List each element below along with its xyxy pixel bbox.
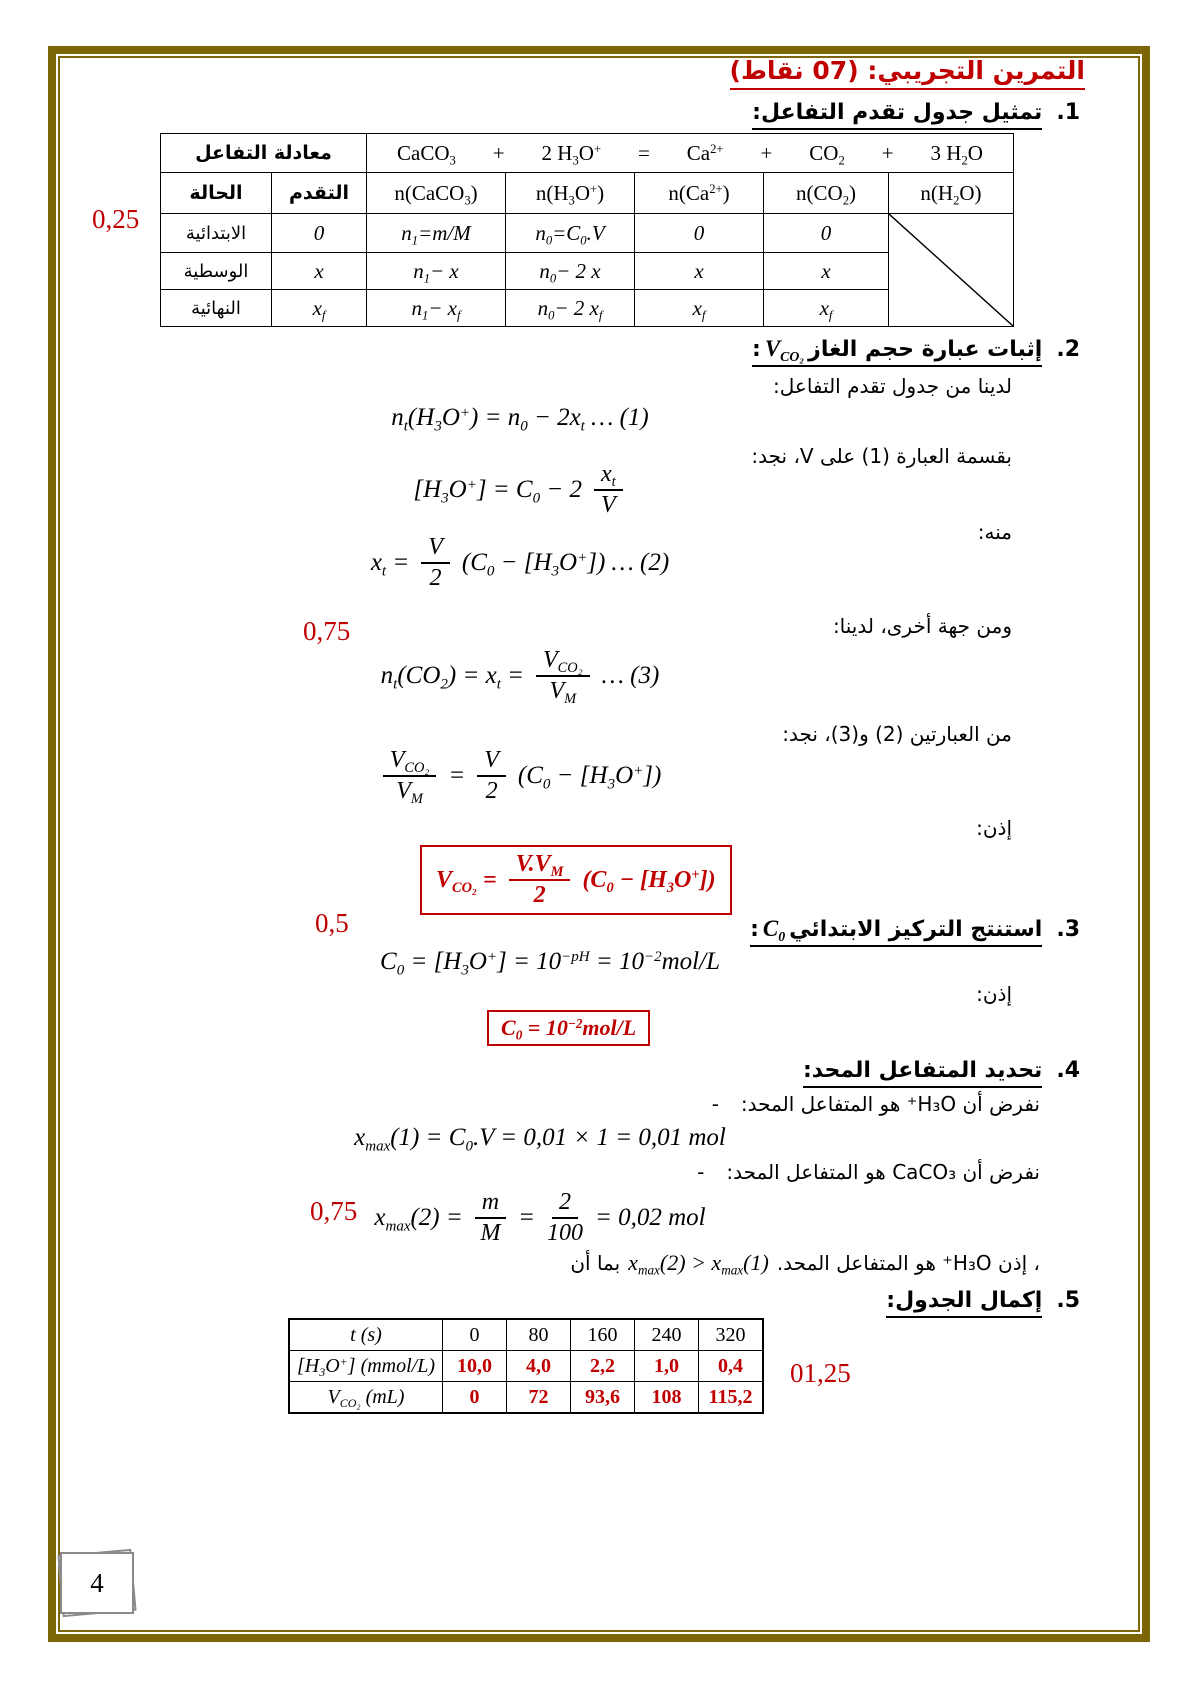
cell-n2-intermediate: $n_0- 2$ x <box>506 253 635 290</box>
formula-7-body: $C_0 = [H_3O^+] = 10^{-pH} = 10^{-2}mol/L$ <box>380 948 720 979</box>
formula-10-left: $x_{max}(2)$ = <box>374 1204 463 1235</box>
fraction <box>536 647 590 708</box>
fraction <box>594 462 623 518</box>
concentration-value: 1,0 <box>635 1351 699 1382</box>
formula-6-left: $V_{CO_2}$ = <box>436 866 497 896</box>
formula-3-left: $x_t$ = <box>370 549 410 580</box>
fraction-denominator: 2 <box>485 778 498 805</box>
section-5-heading-text: إكمال الجدول: <box>886 1288 1043 1313</box>
section-3-heading-math: $C_0$ <box>762 916 786 944</box>
fraction-numerator: $V_{CO_2}$ <box>383 748 437 777</box>
formula-10-right: = 0,02 mol <box>594 1204 706 1232</box>
section-2-number: 2. <box>1056 337 1080 362</box>
equation-label-cell: معادلة التفاعل <box>161 134 367 173</box>
volume-value: 108 <box>635 1382 699 1414</box>
formula-1 <box>270 404 770 435</box>
formula-10 <box>290 1190 790 1246</box>
fraction-numerator: $x_t$ <box>594 462 623 491</box>
chemical-equation <box>371 141 1009 166</box>
equation-term: CaCO$_3$ <box>397 140 456 167</box>
section-4-heading-text: تحديد المتفاعل المحد: <box>803 1058 1043 1083</box>
fraction <box>509 852 571 908</box>
volume-value: 93,6 <box>571 1382 635 1414</box>
result-formula-vco2 <box>420 845 732 915</box>
col-header-n-h2o: $n(H_2O)$ <box>889 173 1014 214</box>
text-line-so: إذن: <box>976 816 1012 840</box>
hypothesis-1-text: نفرض أن H₃O⁺ هو المتفاعل المحد: <box>740 1092 1040 1116</box>
equation-term: $Ca^{2+}$ <box>686 140 724 165</box>
bullet-dash: - <box>697 1160 705 1184</box>
fraction-denominator: $V_M$ <box>396 778 423 808</box>
score-mark-5: 01,25 <box>790 1358 851 1388</box>
formula-2 <box>270 462 770 518</box>
conclusion-pre: بما أن <box>570 1251 621 1275</box>
time-value: 160 <box>571 1319 635 1351</box>
page-number-box <box>60 1552 134 1614</box>
table-row <box>161 134 1014 173</box>
score-mark-1: 0,25 <box>92 204 140 234</box>
section-4-number: 4. <box>1056 1058 1080 1083</box>
fraction-numerator: $V.V_M$ <box>509 852 571 881</box>
volume-value: 72 <box>507 1382 571 1414</box>
result-formula-c0 <box>487 1010 650 1046</box>
row-label-time: t (s) <box>289 1319 443 1351</box>
table-row-final <box>161 290 1014 327</box>
fraction <box>421 535 450 591</box>
fraction-numerator: 2 <box>552 1190 578 1219</box>
formula-4 <box>270 647 770 708</box>
formula-5 <box>270 747 770 808</box>
table-row-time <box>289 1319 763 1351</box>
text-line-so-2: إذن: <box>976 982 1012 1006</box>
page-number: 4 <box>60 1552 134 1614</box>
formula-2-left: $[H_3O^+] = C_0 - 2$ <box>413 476 582 507</box>
measurements-table <box>288 1318 764 1414</box>
section-1-heading <box>752 100 1080 130</box>
cell-n2-final: $n_0- 2$ $x_f$ <box>506 290 635 327</box>
fraction-numerator: V <box>477 748 506 777</box>
time-value: 320 <box>699 1319 764 1351</box>
fraction <box>475 1190 506 1246</box>
section-2-heading-math: $V_{CO_2}$ <box>764 336 805 364</box>
col-header-n-co2: $n(CO_2)$ <box>764 173 889 214</box>
progress-initial: 0 <box>272 214 367 253</box>
exercise-title: التمرين التجريبي: (07 نقاط) <box>730 56 1085 90</box>
concentration-value: 0,4 <box>699 1351 764 1382</box>
section-2-heading-text: إثبات عبارة حجم الغاز <box>808 337 1043 362</box>
section-5-heading <box>886 1288 1080 1318</box>
cell-n3-initial: 0 <box>635 214 764 253</box>
cell-n2-initial: $n_0=C_0.V$ <box>506 214 635 253</box>
cell-n1-intermediate: $n_1- x$ <box>367 253 506 290</box>
section-1-heading-text: تمثيل جدول تقدم التفاعل: <box>752 100 1043 125</box>
table-header-row <box>161 173 1014 214</box>
section-2-heading <box>752 336 1080 367</box>
hypothesis-2-line <box>697 1160 1040 1184</box>
score-mark-2: 0,75 <box>303 616 351 646</box>
formula-1-body: $n_t(H_3O^+) = n_0 - 2x_t$ … (1) <box>391 404 649 435</box>
equation-term: $CO_2$ <box>809 140 845 167</box>
col-header-n-ca: $n(Ca^{2+})$ <box>635 173 764 214</box>
text-line-intro: لدينا من جدول تقدم التفاعل: <box>773 374 1012 398</box>
equals-sign: = <box>518 1204 535 1232</box>
reaction-progress-table <box>160 133 1014 327</box>
fraction-denominator: V <box>600 492 616 519</box>
cell-n4-final: $x_f$ <box>764 290 889 327</box>
fraction <box>547 1190 583 1246</box>
section-3-heading-colon: : <box>750 917 759 942</box>
fraction-numerator: V <box>421 535 450 564</box>
fraction-numerator: m <box>475 1190 506 1219</box>
state-final: النهائية <box>161 290 272 327</box>
section-2-heading-colon: : <box>752 337 761 362</box>
formula-6-right: $(C_0 - [H_3O^+])$ <box>582 866 716 896</box>
formula-4-right: … (3) <box>601 662 660 690</box>
section-5-number: 5. <box>1056 1288 1080 1313</box>
bullet-dash: - <box>711 1092 719 1116</box>
section-1-number: 1. <box>1056 100 1080 125</box>
section-4-heading <box>803 1058 1080 1088</box>
fraction-denominator: 2 <box>533 882 546 909</box>
state-initial: الابتدائية <box>161 214 272 253</box>
formula-9 <box>290 1124 790 1155</box>
progress-final: $x_f$ <box>272 290 367 327</box>
hypothesis-1-line <box>712 1092 1040 1116</box>
conclusion-post: ، إذن H₃O⁺ هو المتفاعل المحد. <box>776 1251 1040 1275</box>
formula-5-right: $(C_0 - [H_3O^+])$ <box>517 762 662 793</box>
section-3-heading-text: استنتج التركيز الابتدائي <box>789 917 1043 942</box>
fraction-denominator: 2 <box>429 565 442 592</box>
formula-3 <box>270 535 770 591</box>
time-value: 0 <box>443 1319 507 1351</box>
boxed-result-vco2 <box>420 845 732 915</box>
cell-n1-initial: $n_1=m/M$ <box>367 214 506 253</box>
h2o-excluded-cell <box>889 214 1014 327</box>
text-line-from-2-3: من العبارتين (2) و(3)، نجد: <box>782 722 1012 746</box>
text-line-other: ومن جهة أخرى، لدينا: <box>832 614 1012 638</box>
concentration-value: 10,0 <box>443 1351 507 1382</box>
progress-intermediate: x <box>272 253 367 290</box>
formula-9-body: $x_{max}(1) = C_0.V = 0,01 \times 1 = 0,01$ mol <box>354 1124 726 1155</box>
fraction-denominator: M <box>480 1220 501 1247</box>
formula-8-body: $C_0 = 10^{-2}mol/L$ <box>501 1015 637 1043</box>
concentration-value: 2,2 <box>571 1351 635 1382</box>
section-3-number: 3. <box>1056 917 1080 942</box>
equation-cell <box>367 134 1014 173</box>
fraction <box>383 747 437 808</box>
volume-value: 115,2 <box>699 1382 764 1414</box>
boxed-result-c0 <box>487 1010 650 1046</box>
row-label-h3o-concentration: $[H_3O^+]$ (mmol/L) <box>289 1351 443 1382</box>
cell-n3-final: $x_f$ <box>635 290 764 327</box>
plus-sign: + <box>881 140 894 165</box>
equals-sign: = <box>638 140 650 165</box>
score-mark-4: 0,75 <box>310 1196 358 1226</box>
plus-sign: + <box>492 140 505 165</box>
table-row-volume <box>289 1382 763 1414</box>
score-mark-3: 0,5 <box>315 908 349 938</box>
fraction <box>477 748 506 804</box>
time-value: 80 <box>507 1319 571 1351</box>
conclusion-inequality: $x_{max}(2) > x_{max}(1)$ <box>628 1250 769 1278</box>
section-3-heading <box>750 916 1080 947</box>
conclusion-line <box>570 1250 1040 1276</box>
equation-term: 2 $H_3O^+$ <box>541 140 602 167</box>
volume-value: 0 <box>443 1382 507 1414</box>
formula-4-left: $n_t(CO_2) = x_t$ = <box>380 662 524 693</box>
formula-7 <box>300 948 800 979</box>
equals-sign: = <box>448 762 466 790</box>
table-row-initial <box>161 214 1014 253</box>
cell-n4-initial: 0 <box>764 214 889 253</box>
row-label-co2-volume: $V_{CO_2}$ (mL) <box>289 1382 443 1414</box>
col-header-state: الحالة <box>161 173 272 214</box>
cell-n3-intermediate: x <box>635 253 764 290</box>
cell-n1-final: $n_1- x_f$ <box>367 290 506 327</box>
state-intermediate: الوسطية <box>161 253 272 290</box>
fraction-denominator: 100 <box>546 1220 583 1247</box>
concentration-value: 4,0 <box>507 1351 571 1382</box>
fraction-numerator: $V_{CO_2}$ <box>536 648 590 677</box>
fraction-denominator: $V_M$ <box>549 678 577 708</box>
cell-n4-intermediate: x <box>764 253 889 290</box>
table-row-intermediate <box>161 253 1014 290</box>
text-line-divide: بقسمة العبارة (1) على V، نجد: <box>751 444 1012 468</box>
col-header-progress: التقدم <box>272 173 367 214</box>
plus-sign: + <box>760 140 773 165</box>
hypothesis-2-text: نفرض أن CaCO₃ هو المتفاعل المحد: <box>726 1160 1040 1184</box>
text-line-hence: منه: <box>977 520 1012 544</box>
equation-term: 3 $H_2O$ <box>930 140 983 167</box>
formula-3-right: $(C_0 - [H_3O^+])$ … (2) <box>461 549 670 580</box>
col-header-n-h3o: $n(H_3O^+)$ <box>506 173 635 214</box>
col-header-n-caco3: n(CaCO$_3$) <box>367 173 506 214</box>
diagonal-strike-line <box>889 214 1013 326</box>
time-value: 240 <box>635 1319 699 1351</box>
table-row-concentration <box>289 1351 763 1382</box>
